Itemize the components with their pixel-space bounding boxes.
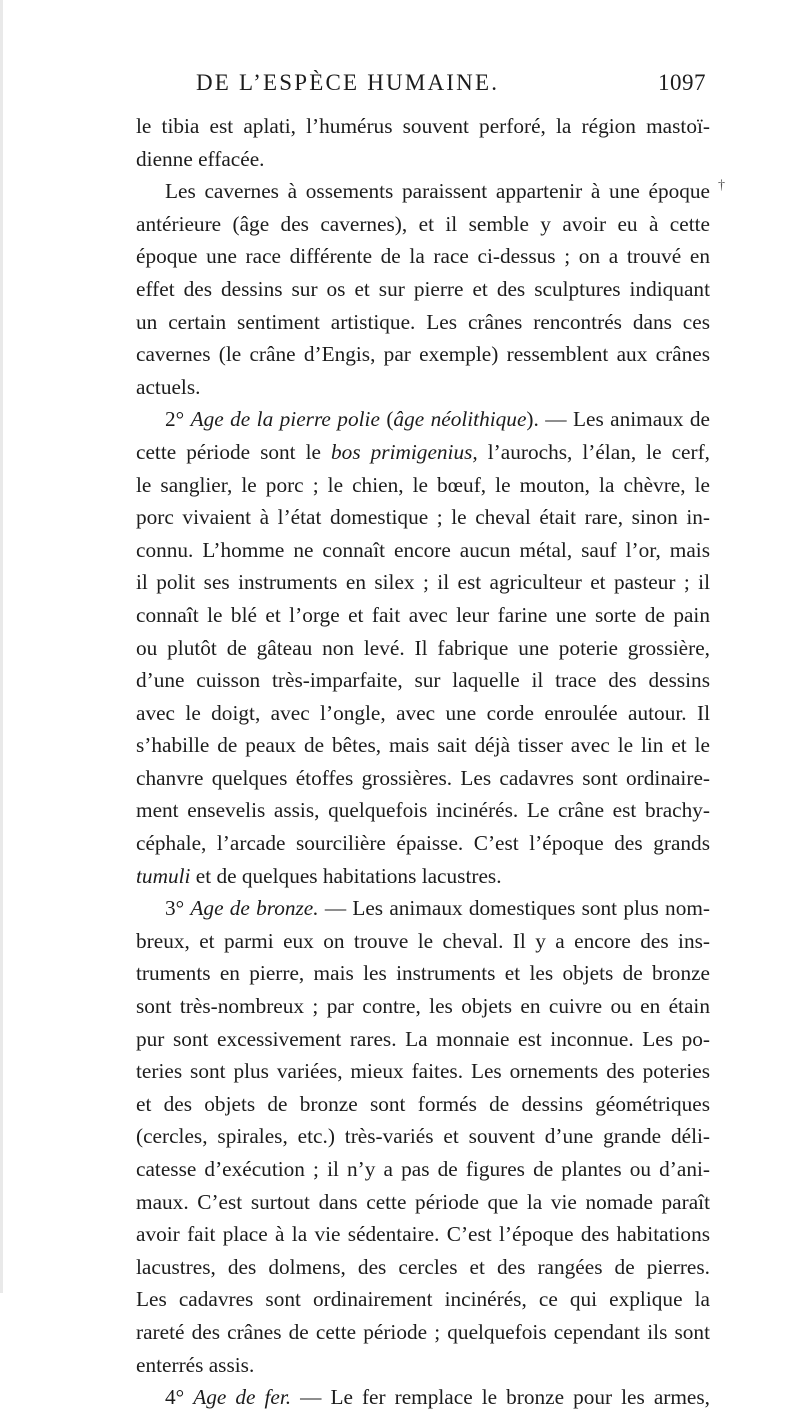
italic-text: bos primigenius, <box>331 439 478 464</box>
text-line: sont très-nombreux ; par contre, les objets en cuivre ou en étain <box>136 994 710 1019</box>
text-line: cavernes (le crâne d’Engis, par exemple) ressemblent aux crânes <box>136 342 710 367</box>
text-line <box>136 403 710 436</box>
text-line: truments en pierre, mais les instruments et les objets de bronze <box>136 961 710 986</box>
italic-text: Age de fer. <box>193 1385 292 1410</box>
text-line <box>136 436 710 469</box>
text-line: et des objets de bronze sont formés de dessins géométriques <box>136 1091 710 1116</box>
text-line: chanvre quelques étoffes grossières. Les cadavres sont ordinaire- <box>136 765 710 790</box>
page-header <box>196 70 706 104</box>
text-line: teries sont plus variées, mieux faites. Les ornements des poteries <box>136 1059 710 1084</box>
text-line: (cercles, spirales, etc.) très-variés et souvent d’une grande déli- <box>136 1124 710 1149</box>
italic-text: Age de bronze. <box>190 896 319 921</box>
italic-text: Age de la pierre polie <box>190 407 380 432</box>
running-title: DE L’ESPÈCE HUMAINE. <box>196 70 500 95</box>
text-span: ( <box>379 407 394 432</box>
text-span: ). — Les animaux de <box>526 407 711 432</box>
text-line: breux, et parmi eux on trouve le cheval. Il y a encore des ins- <box>136 928 710 953</box>
text-span: 4° <box>165 1385 194 1410</box>
text-span: 2° <box>165 407 191 432</box>
text-line: le sanglier, le porc ; le chien, le bœuf, le mouton, la chèvre, le <box>136 472 710 497</box>
text-line <box>136 892 710 925</box>
text-span: l’aurochs, l’élan, le cerf, <box>477 439 710 464</box>
text-line: maux. C’est surtout dans cette période que la vie nomade paraît <box>136 1189 710 1214</box>
text-line <box>136 1381 710 1414</box>
text-line: le tibia est aplati, l’humérus souvent perforé, la région mastoï- <box>136 114 710 138</box>
text-span: — Le fer remplace le bronze pour les armes, <box>291 1385 711 1410</box>
text-line: enterrés assis. <box>136 1352 255 1377</box>
text-line: rareté des crânes de cette période ; quelquefois cependant ils sont <box>136 1319 710 1344</box>
text-line <box>136 860 710 893</box>
text-line: dienne effacée. <box>136 146 265 171</box>
text-line: céphale, l’arcade sourcilière épaisse. C’est l’époque des grands <box>136 831 710 856</box>
text-line: avec le doigt, avec l’ongle, avec une corde enroulée autour. Il <box>136 700 710 725</box>
text-line: connu. L’homme ne connaît encore aucun métal, sauf l’or, mais <box>136 537 710 562</box>
text-line: Les cadavres sont ordinairement incinérés, ce qui explique la <box>136 1287 710 1312</box>
page-edge-shadow <box>0 0 3 1293</box>
text-line: ment ensevelis assis, quelquefois incinérés. Le crâne est brachy- <box>136 798 710 823</box>
text-line: époque une race différente de la race ci-dessus ; on a trouvé en <box>136 244 710 269</box>
italic-text: âge néolithique <box>393 407 527 432</box>
text-line: effet des dessins sur os et sur pierre et des sculptures indiquant <box>136 276 710 301</box>
text-line: ou plutôt de gâteau non levé. Il fabrique une poterie grossière, <box>136 635 710 660</box>
text-line: un certain sentiment artistique. Les crânes rencontrés dans ces <box>136 309 710 334</box>
text-line: catesse d’exécution ; il n’y a pas de figures de plantes ou d’ani- <box>136 1157 710 1181</box>
text-span: et de quelques habitations lacustres. <box>190 863 502 888</box>
text-line: pur sont excessivement rares. La monnaie est inconnue. Les po- <box>136 1026 710 1051</box>
italic-text: tumuli <box>136 863 191 888</box>
text-line: s’habille de peaux de bêtes, mais sait déjà tisser avec le lin et le <box>136 733 710 758</box>
page-number: 1097 <box>658 70 706 95</box>
body-text <box>136 110 710 1414</box>
text-line: il polit ses instruments en silex ; il est agriculteur et pasteur ; il <box>136 570 710 595</box>
text-span: 3° <box>165 896 191 921</box>
text-line: antérieure (âge des cavernes), et il semble y avoir eu à cette <box>136 211 710 236</box>
text-line: avoir fait place à la vie sédentaire. C’est l’époque des habitations <box>136 1222 710 1247</box>
text-line: lacustres, des dolmens, des cercles et des rangées de pierres. <box>136 1254 710 1279</box>
text-span: cette période sont le <box>136 439 332 464</box>
text-line: actuels. <box>136 374 201 399</box>
text-line: porc vivaient à l’état domestique ; le cheval était rare, sinon in- <box>136 505 710 530</box>
margin-mark-icon: † <box>718 178 725 193</box>
text-span: — Les animaux domestiques sont plus nom- <box>318 896 710 921</box>
text-line: d’une cuisson très-imparfaite, sur laquelle il trace des dessins <box>136 668 710 693</box>
text-line: Les cavernes à ossements paraissent appartenir à une époque <box>165 179 710 204</box>
text-line: connaît le blé et l’orge et fait avec leur farine une sorte de pain <box>136 602 710 627</box>
